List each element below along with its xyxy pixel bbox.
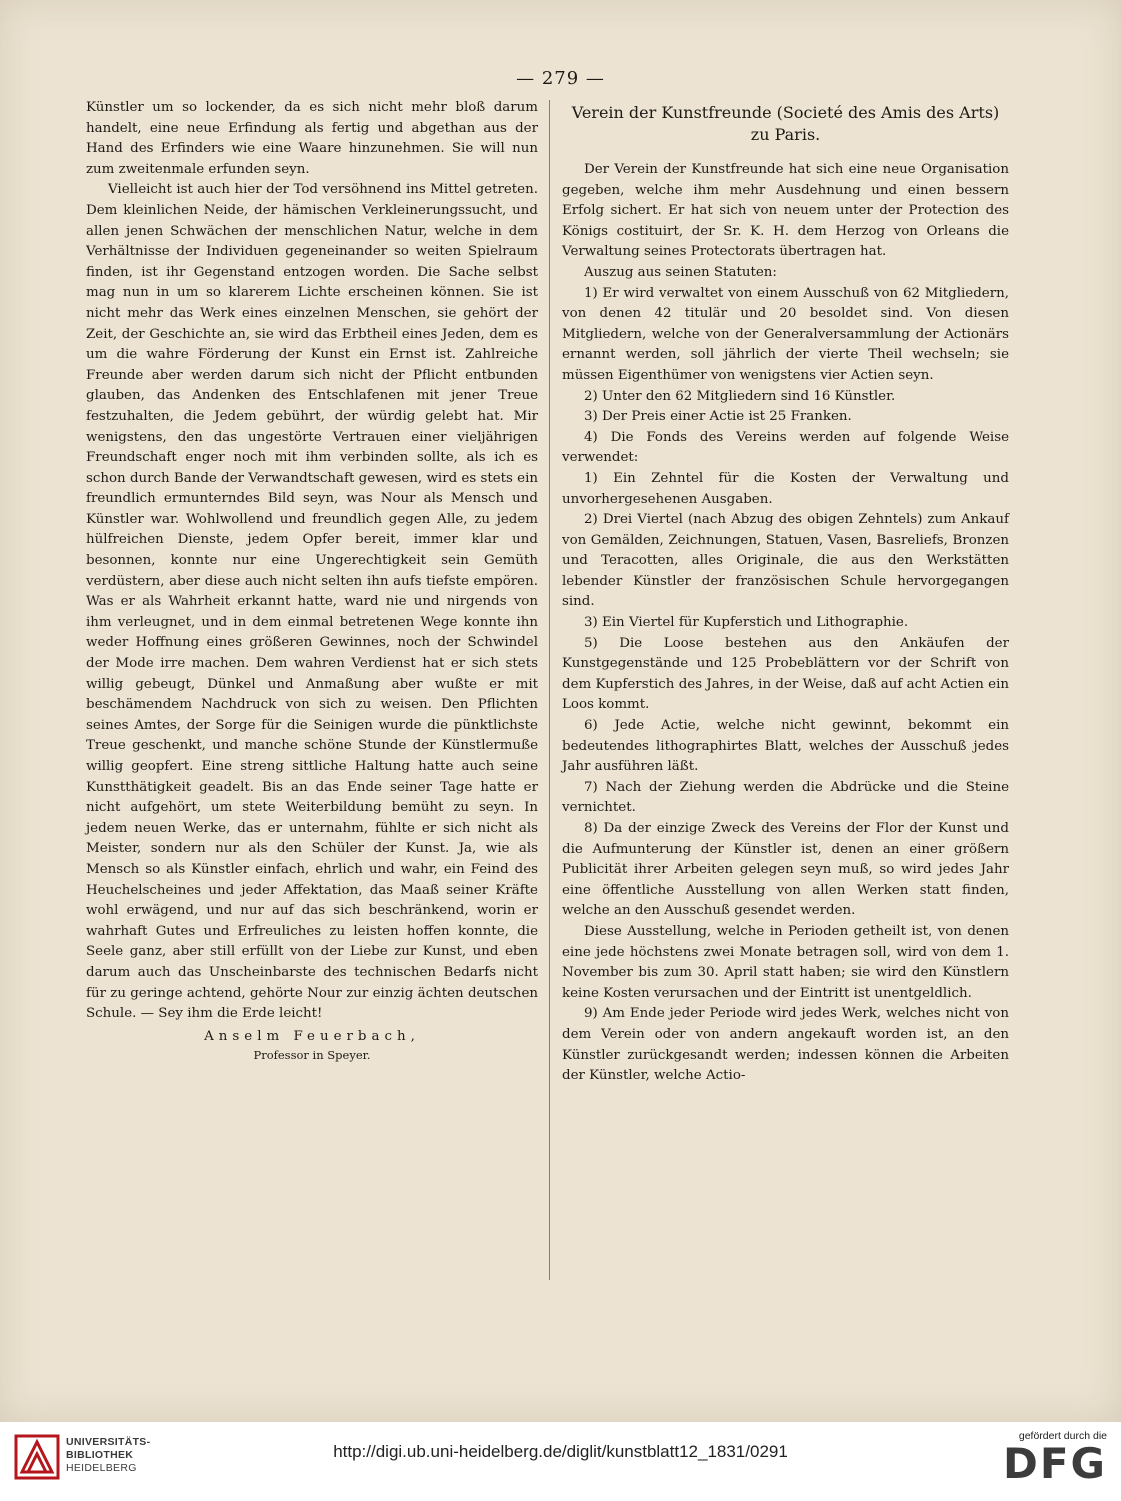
statute-item: 3) Der Preis einer Actie ist 25 Franken. <box>584 409 852 425</box>
funding-label: gefördert durch die <box>1018 1430 1107 1442</box>
statutes-heading: Auszug aus seinen Statuten: <box>584 264 777 280</box>
library-name-line: HEIDELBERG <box>66 1462 137 1474</box>
page-number: — 279 — <box>516 68 605 89</box>
statute-item: 2) Unter den 62 Mitgliedern sind 16 Künstler. <box>584 388 896 404</box>
footer-bar <box>0 1422 1121 1501</box>
funding-credit[interactable] <box>987 1430 1107 1486</box>
statute-item: 6) Jede Actie, welche nicht gewinnt, bekommt ein bedeutendes lithographirtes Blatt, welches der Ausschuß jedes Jahr ausführen läßt. <box>562 718 1009 775</box>
statute-item: 1) Ein Zehntel für die Kosten der Verwaltung und unvorhergesehenen Ausgaben. <box>562 470 1009 507</box>
source-url-link[interactable]: http://digi.ub.uni-heidelberg.de/diglit/kunstblatt12_1831/0291 <box>333 1442 788 1461</box>
paragraph: Vielleicht ist auch hier der Tod versöhnend ins Mittel getreten. Dem kleinlichen Neide, der hämischen Verkleinerungssucht, und allen jenen Schwächen der menschlichen Natur, welche in dem Verhältnisse der Individuen gegeneinander so weiten Spielraum finden, ist ihr Gegenstand entzogen worden. Die Sache selbst mag nun in um so klarerem Lichte erscheinen können. Sie ist nicht mehr das Werk eines einzelnen Menschen, sie gehört der Zeit, der Geschichte an, sie wird das Erbtheil eines Jeden, dem es um die wahre Förderung der Kunst ein Ernst ist. Zahlreiche Freunde aber werden darum sich nicht der Pflicht entbunden glauben, das Andenken des Entschlafenen mit jener Treue festzuhalten, die Jedem gebührt, der würdig gelebt hat. Mir wenigstens, den das ungestörte Vertrauen einer vieljährigen Freundschaft enger noch mit ihm verbinden sollte, als ich es schon durch Bande der Verwandtschaft gewesen, wird es stets ein freundlich ermunterndes Bild seyn, was Nour als Mensch und Künstler war. Wohlwollend und freundlich gegen Alle, zu jedem hülfreichen Dienste, jedem Opfer bereit, immer klar und besonnen, konnte nur eine Ungerechtigkeit sein Gemüth verdüstern, aber diese auch nicht selten ihn aufs tiefste empören. Was er als Wahrheit erkannt hatte, ward nie und nirgends von ihm verleugnet, und in dem einmal betretenen Wege konnte ihn weder Hoffnung eines größeren Gewinnes, noch der Schwindel der Mode irre machen. Dem wahren Verdienst hat er sich stets willig gebeugt, Dünkel und Anmaßung aber wußte er mit beschämendem Nachdruck von sich zu weisen. Den Pflichten seines Amtes, der Sorge für die Seinigen wurde die pünktlichste Treue geschenkt, und manche schöne Stunde der Künstlermuße willig geopfert. Eine streng sittliche Haltung hatte auch seine Kunstthätigkeit geadelt. Bis an das Ende seiner Tage hatte er nicht aufgehört, um stete Weiterbildung bemüht zu seyn. In jedem neuen Werke, das er unternahm, fühlte er sich nicht als Meister, sondern nur als den Schüler der Kunst. Ja, wie als Mensch so als Künstler einfach, ehrlich und wahr, ein Feind des Heuchelscheines und jeder Affektation, das Maaß seiner Kräfte wohl erwägend, und nur auf das sich beschränkend, worin er wahrhaft Gutes und Erfreuliches zu leisten hoffen konnte, die Seele ganz, aber still erfüllt von der Liebe zur Kunst, und eben darum auch das Unscheinbarste des technischen Bedarfs nicht für zu geringe achtend, gehörte Nour zur einzig ächten deutschen Schule. — Sey ihm die Erde leicht! <box>86 182 538 1022</box>
statute-item: 7) Nach der Ziehung werden die Abdrücke und die Steine vernichtet. <box>562 779 1009 816</box>
statute-item: 8) Da der einzige Zweck des Vereins der Flor der Kunst und die Aufmunterung der Künstler ist, denen an einer größern Publicität ihrer Arbeiten gelegen seyn muß, so wird jedes Jahr eine öffentliche Ausstellung von allen Werken statt finden, welche an den Ausschuß gesendet werden. <box>562 821 1009 919</box>
library-logo[interactable] <box>14 1432 151 1492</box>
statute-item: 5) Die Loose bestehen aus den Ankäufen der Kunstgegenstände und 125 Probeblättern vor der Schrift von dem Kupferstich des Jahres, in der Weise, daß auf acht Actien ein Loos kommt. <box>562 635 1009 713</box>
library-name-line: UNIVERSITÄTS- <box>66 1436 151 1448</box>
signature-title: Professor in Speyer. <box>253 1048 371 1063</box>
statute-item: Diese Ausstellung, welche in Perioden getheilt ist, von denen eine jede höchstens zwei Monate betragen soll, wird von dem 1. November bis zum 30. April statt haben; sie wird den Künstlern keine Kosten verursachen und der Eintritt ist unentgeldlich. <box>562 923 1009 1001</box>
library-name-line: BIBLIOTHEK <box>66 1449 134 1461</box>
signature-name: Anselm Feuerbach, <box>204 1028 420 1044</box>
dfg-logo: DFG <box>1002 1439 1107 1488</box>
article-heading: Verein der Kunstfreunde (Societé des Amis des Arts) zu Paris. <box>571 103 1000 144</box>
left-column <box>86 98 538 1066</box>
statute-item: 4) Die Fonds des Vereins werden auf folgende Weise verwendet: <box>562 429 1009 466</box>
paragraph: Künstler um so lockender, da es sich nicht mehr bloß darum handelt, eine neue Erfindung als fertig und abgethan aus der Hand des Erfinders wie eine Waare hinzunehmen. Sie will nun zum zweitenmale erfunden seyn. <box>86 100 538 177</box>
right-column <box>562 98 1009 1087</box>
statute-item: 3) Ein Viertel für Kupferstich und Lithographie. <box>584 615 909 631</box>
statute-item: 1) Er wird verwaltet von einem Ausschuß von 62 Mitgliedern, von denen 42 titulär und 20 besoldet sind. Von diesen Mitgliedern, welche von der Generalversammlung der Actionärs ernannt werden, soll jährlich der vierte Theil wechseln; sie müssen Eigenthümer von wenigstens vier Actien seyn. <box>562 285 1009 383</box>
paragraph: Der Verein der Kunstfreunde hat sich eine neue Organisation gegeben, welche ihm mehr Ausdehnung und einen bessern Erfolg sichert. Er hat sich von neuem unter der Protection des Königs costituirt, der Sr. K. H. dem Herzog von Orleans die Verwaltung seines Protectorats übertragen hat. <box>562 162 1009 260</box>
statute-item: 9) Am Ende jeder Periode wird jedes Werk, welches nicht von dem Verein oder von andern angekauft worden ist, an den Künstler zurückgesandt werden; indessen können die Arbeiten der Künstler, welche Actio- <box>562 1006 1009 1084</box>
statute-item: 2) Drei Viertel (nach Abzug des obigen Zehntels) zum Ankauf von Gemälden, Zeichnungen, Statuen, Vasen, Basreliefs, Bronzen und Teracotten, alles Originale, die aus den Werkstätten lebender Künstler der französischen Schule hervorgegangen sind. <box>562 512 1009 610</box>
column-divider <box>549 100 550 1280</box>
